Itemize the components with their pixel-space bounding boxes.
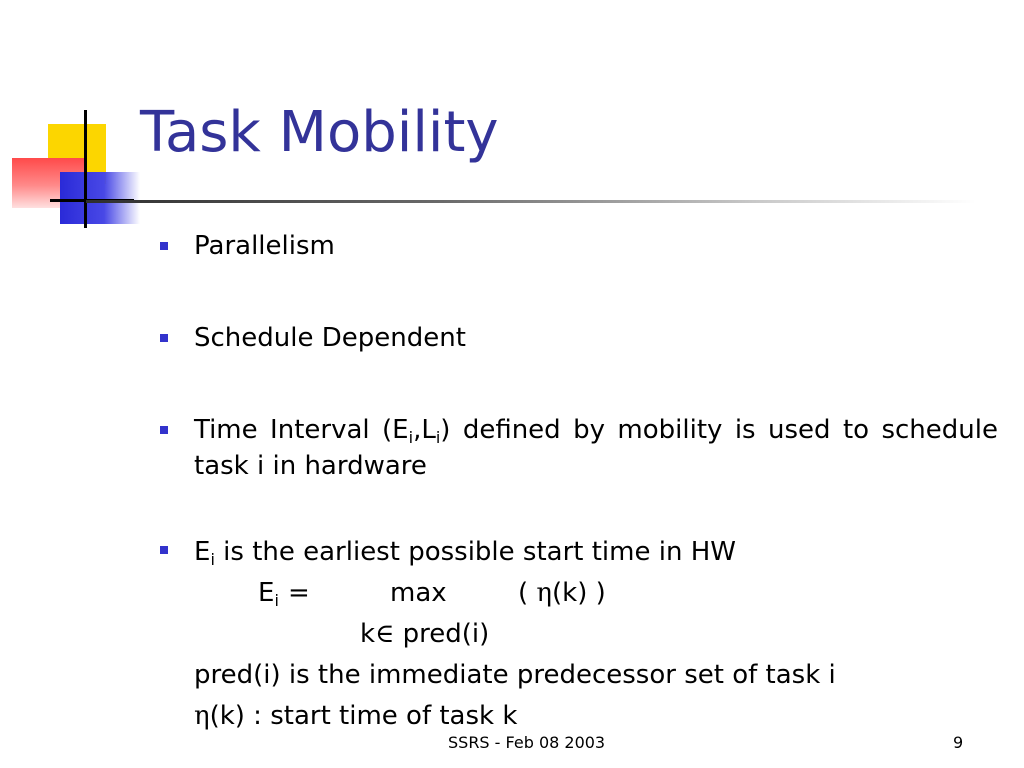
bullet-text: Schedule Dependent: [194, 323, 466, 353]
interval-subscript-2: i: [435, 428, 441, 447]
formula-line: [194, 573, 998, 614]
logo-blue-square: [60, 172, 140, 224]
interval-subscript-1: i: [408, 428, 414, 447]
formula-open: (: [518, 578, 537, 608]
formula-subscript: i: [274, 591, 279, 610]
logo-vertical-line: [84, 110, 87, 228]
footer-text: SSRS - Feb 08 2003: [448, 733, 606, 752]
formula-e: E: [258, 578, 275, 608]
earliest-text: is the earliest possible start time in HW: [214, 537, 736, 567]
formula-arg-text: (k) ): [552, 578, 606, 608]
bullet-time-interval: [160, 412, 998, 484]
formula-max: max: [390, 578, 447, 608]
earliest-line: [194, 532, 998, 573]
bullet-square-icon: [160, 334, 168, 342]
formula-domain: [360, 614, 489, 655]
bullet-text: Parallelism: [194, 231, 335, 261]
formula-equals: =: [288, 578, 310, 608]
bullet-square-icon: [160, 242, 168, 250]
bullet-square-icon: [160, 426, 168, 434]
element-of-symbol: ∈: [375, 619, 395, 649]
slide-content: [160, 228, 998, 737]
interval-text-pre: Time Interval (E: [194, 415, 409, 445]
formula-pred: pred(i): [394, 619, 490, 649]
formula-k: k: [360, 619, 376, 649]
pred-description: pred(i) is the immediate predecessor set of task i: [194, 660, 836, 690]
bullet-earliest-start: [160, 532, 998, 737]
formula-argument: [518, 573, 606, 614]
eta-symbol: η: [536, 578, 552, 608]
bullet-schedule-dependent: [160, 320, 998, 356]
earliest-e: E: [194, 537, 211, 567]
bullet-parallelism: [160, 228, 998, 264]
eta-description-text: (k) : start time of task k: [209, 701, 518, 731]
eta-symbol: η: [194, 701, 210, 731]
interval-text-post: ) defined by mobility is used to schedule task i in hardware: [194, 415, 998, 481]
slide-title: Task Mobility: [140, 100, 499, 165]
eta-description: [194, 696, 998, 737]
interval-text-mid: ,L: [413, 415, 436, 445]
page-number: 9: [953, 733, 964, 752]
title-underline: [86, 200, 976, 203]
bullet-square-icon: [160, 546, 168, 554]
slide-logo-decoration: [0, 0, 160, 240]
earliest-subscript: i: [210, 550, 215, 569]
formula-lhs: [258, 573, 279, 614]
formula-domain-line: [194, 614, 998, 655]
